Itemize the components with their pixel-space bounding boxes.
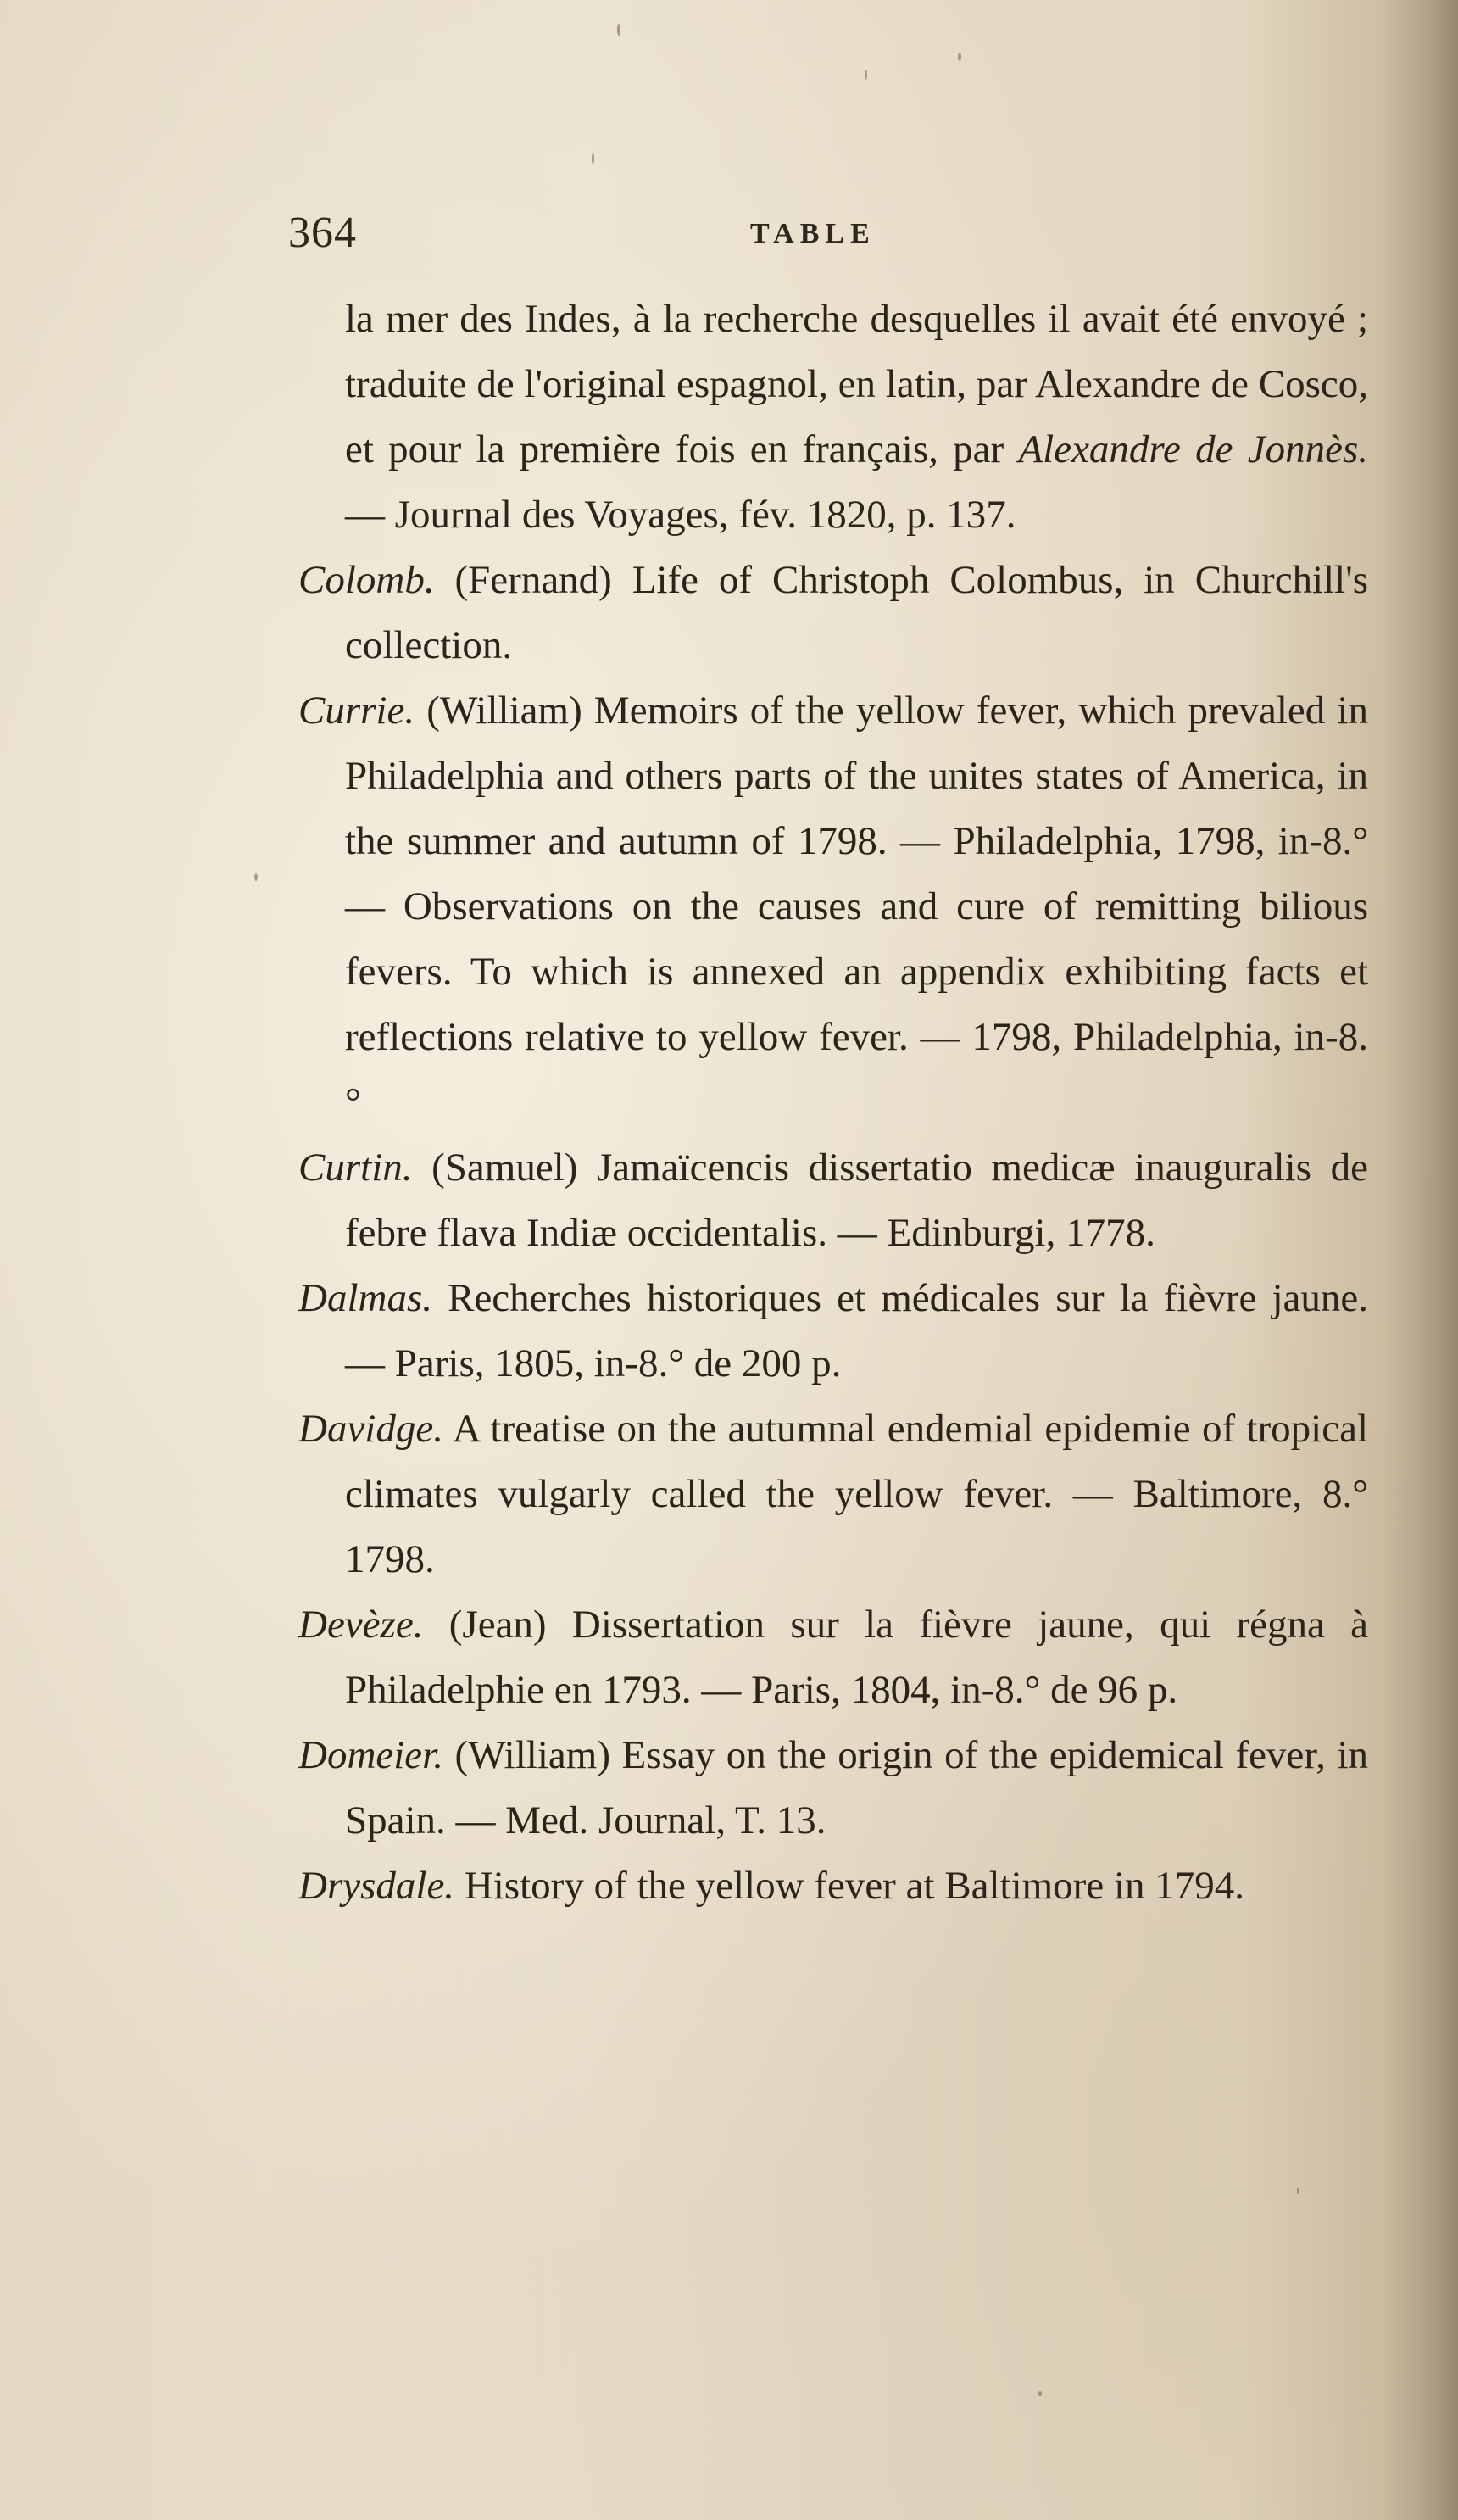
bibliography-entry (298, 1723, 1368, 1854)
bibliography-entry (298, 1135, 1368, 1266)
paper-speck (592, 153, 594, 164)
entry-author: Currie. (298, 689, 415, 733)
page-header (288, 208, 1356, 259)
bibliography-entry-continued (298, 287, 1368, 548)
page-number: 364 (288, 209, 357, 257)
entry-author: Davidge. (298, 1407, 443, 1451)
paper-speck (1297, 2188, 1299, 2194)
paper-speck (958, 53, 961, 61)
paper-speck (617, 24, 620, 36)
entry-author: Colomb. (298, 558, 435, 602)
paper-speck (1038, 2391, 1042, 2396)
entry-author: Drysdale. (298, 1864, 455, 1908)
entry-author: Dalmas. (298, 1276, 432, 1320)
entry-text: (William) Essay on the origin of the epidemical fever, in Spain. — Med. Journal, T. 13. (345, 1733, 1368, 1843)
paper-speck (254, 873, 258, 881)
entry-text: la mer des Indes, à la recherche desquelles il avait été envoyé ; traduite de l'original espagnol, en latin, par Alexandre de Cosco, et pour la première fois en français, par (345, 297, 1368, 471)
entry-text: — Journal des Voyages, fév. 1820, p. 137. (345, 493, 1016, 537)
entry-author: Curtin. (298, 1146, 413, 1190)
paper-speck (865, 70, 867, 80)
running-title: TABLE (750, 218, 876, 249)
entry-author: Domeier. (298, 1733, 443, 1777)
spine-shadow (1382, 0, 1458, 2520)
entry-text: (Jean) Dissertation sur la fièvre jaune, qui régna à Philadelphie en 1793. — Paris, 1804, in-8.° de 96 p. (345, 1603, 1368, 1712)
bibliography-entry (298, 678, 1368, 1135)
entry-text: (Fernand) Life of Christoph Colombus, in Churchill's collection. (345, 558, 1368, 667)
entry-text: (William) Memoirs of the yellow fever, which prevaled in Philadelphia and others parts of the unites states of America, in the summer and autumn of 1798. — Philadelphia, 1798, in-8.° — Observations on the causes and cure of remitting bilious fevers. To which is annexed an appendix exhibiting facts et reflections relative to yellow fever. — 1798, Philadelphia, in-8.° (345, 689, 1368, 1124)
entry-text: (Samuel) Jamaïcencis dissertatio medicæ inauguralis de febre flava Indiæ occidentalis. — Edinburgi, 1778. (345, 1146, 1368, 1255)
bibliography-entry (298, 1854, 1368, 1919)
bibliography-entry (298, 1266, 1368, 1397)
entry-text: History of the yellow fever at Baltimore in 1794. (454, 1864, 1245, 1908)
entry-text: A treatise on the autumnal endemial epidemie of tropical climates vulgarly called the yellow fever. — Baltimore, 8.° 1798. (345, 1407, 1368, 1581)
bibliography-list (298, 287, 1368, 1919)
bibliography-entry (298, 1592, 1368, 1723)
bibliography-entry (298, 1397, 1368, 1592)
entry-text: Recherches historiques et médicales sur la fièvre jaune. — Paris, 1805, in-8.° de 200 p. (345, 1276, 1368, 1385)
entry-author-italic: Alexandre de Jonnès. (1018, 427, 1368, 471)
entry-author: Devèze. (298, 1603, 424, 1647)
bibliography-entry (298, 548, 1368, 678)
